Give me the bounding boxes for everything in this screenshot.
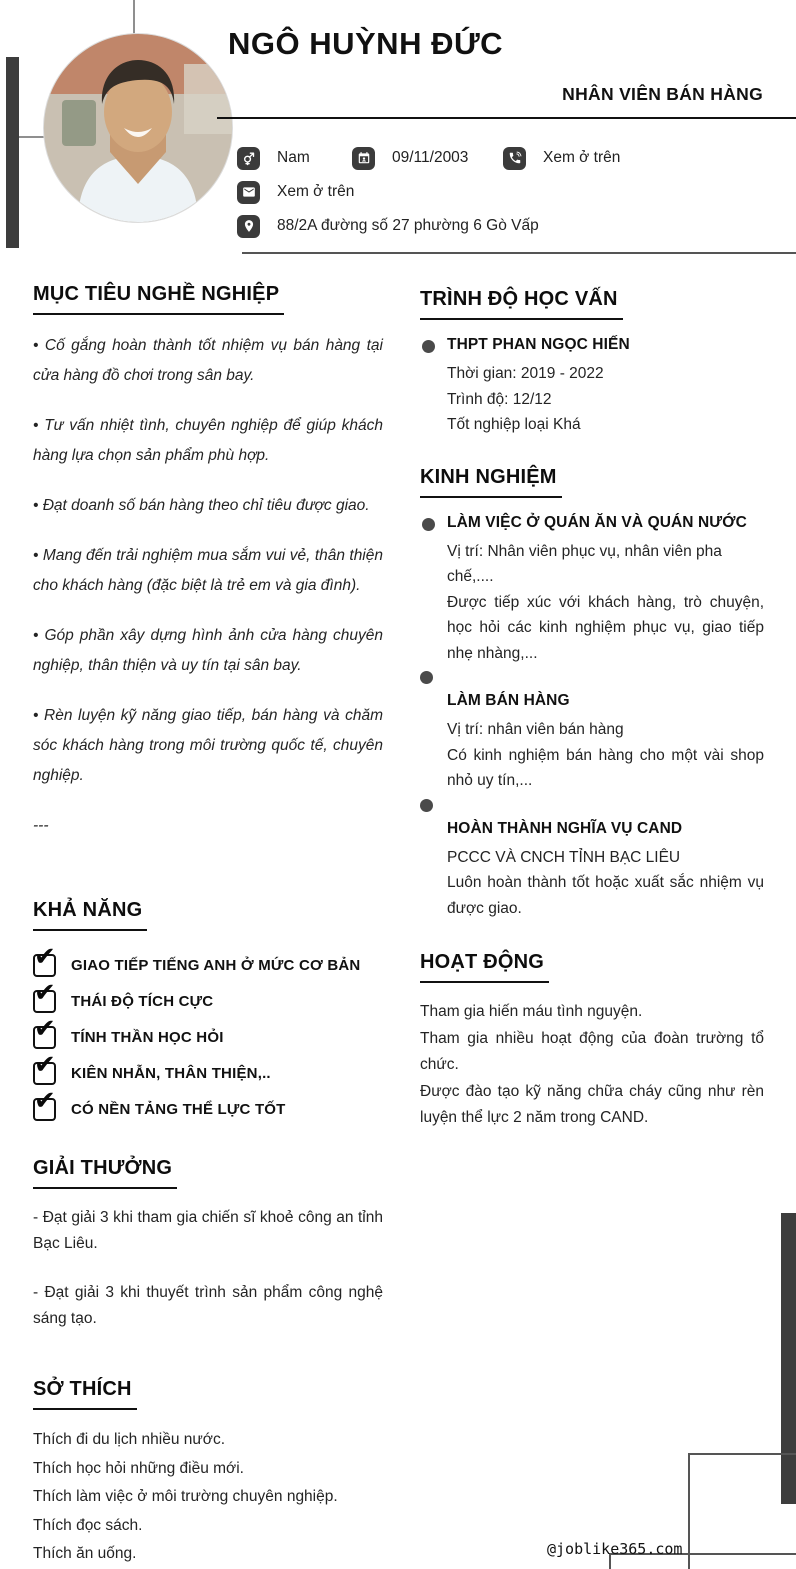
education-line: Tốt nghiệp loại Khá [447,416,581,433]
skill-label: CÓ NỀN TẢNG THỂ LỰC TỐT [71,1100,286,1118]
skill-label: THÁI ĐỘ TÍCH CỰC [71,992,214,1010]
email-value: Xem ở trên [277,183,355,200]
education-heading: TRÌNH ĐỘ HỌC VẤN [420,288,623,320]
experience-line: Vị trí: Nhân viên phục vụ, nhân viên pha chế,.... [447,542,722,585]
education-entry [420,336,764,438]
section-awards [33,1157,383,1332]
activity-line: Tham gia nhiều hoạt động của đoàn trường tổ chức. [420,1029,764,1073]
objective-item: • Cố gắng hoàn thành tốt nhiệm vụ bán hàng tại cửa hàng đồ chơi trong sân bay. [33,337,383,384]
experience-entry [420,692,764,794]
section-objective [33,283,383,841]
location-icon [237,215,260,238]
skill-label: TÍNH THẦN HỌC HỎI [71,1028,224,1046]
skill-label: KIÊN NHẪN, THÂN THIỆN,.. [71,1064,271,1082]
awards-heading: GIẢI THƯỞNG [33,1157,177,1189]
activity-line: Được đào tạo kỹ năng chữa cháy cũng như rèn luyện thể lực 2 năm trong CAND. [420,1082,764,1126]
gender-icon [237,147,260,170]
contact-address [237,214,539,238]
objective-item: • Đạt doanh số bán hàng theo chỉ tiêu được giao. [33,497,370,514]
contact-phone [503,146,620,170]
skill-label: GIAO TIẾP TIẾNG ANH Ở MỨC CƠ BẢN [71,956,361,974]
objective-heading: MỤC TIÊU NGHỀ NGHIỆP [33,283,284,315]
hobby-item: Thích làm việc ở môi trường chuyên nghiệp. [33,1488,338,1505]
header-divider [217,117,796,119]
footer-frame-line [688,1453,690,1569]
experience-title: LÀM VIỆC Ở QUÁN ĂN VÀ QUÁN NƯỚC [447,513,747,531]
gender-value: Nam [277,149,310,166]
left-connector-line [19,136,44,138]
email-icon [237,181,260,204]
checkbox-checked-icon [33,1049,56,1085]
section-skills [33,899,383,1127]
skill-item [33,941,383,983]
skill-item [33,1049,383,1091]
checkbox-checked-icon [33,977,56,1013]
skills-heading: KHẢ NĂNG [33,899,147,931]
checkbox-checked-icon [33,1085,56,1121]
checkbox-checked-icon [33,1013,56,1049]
check-mark-icon: ✔ [34,1085,56,1116]
phone-value: Xem ở trên [543,149,621,166]
education-line: Trình độ: 12/12 [447,390,552,408]
award-item: - Đạt giải 3 khi tham gia chiến sĩ khoẻ công an tỉnh Bạc Liêu. [33,1209,383,1252]
section-education [420,288,764,438]
experience-line: PCCC VÀ CNCH TỈNH BẠC LIÊU [447,848,681,866]
left-column [33,283,383,1569]
contact-divider [242,252,796,254]
right-accent-bar [781,1213,796,1504]
watermark-text: @joblike365.com [547,1540,683,1558]
experience-line: Có kinh nghiệm bán hàng cho một vài shop nhỏ uy tín,... [447,746,764,789]
objective-item: • Rèn luyện kỹ năng giao tiếp, bán hàng và chăm sóc khách hàng trong môi trường quốc tế, chuyên nghiệp. [33,707,383,784]
objective-item: --- [33,817,49,834]
activity-line: Tham gia hiến máu tình nguyện. [420,1003,643,1020]
objective-item: • Tư vấn nhiệt tình, chuyên nghiệp để giúp khách hàng lựa chọn sản phẩm phù hợp. [33,417,383,464]
section-activities [420,951,764,1132]
left-accent-bar [6,57,19,248]
experience-line: Vị trí: nhân viên bán hàng [447,721,624,738]
section-experience [420,466,764,922]
job-title: NHÂN VIÊN BÁN HÀNG [562,84,763,104]
calendar-icon [352,147,375,170]
objective-item: • Mang đến trải nghiệm mua sắm vui vẻ, thân thiện cho khách hàng (đặc biệt là trẻ em và gia đình). [33,547,383,594]
hobby-item: Thích đọc sách. [33,1516,143,1534]
right-column [420,288,764,1132]
education-line: Thời gian: 2019 - 2022 [447,365,604,382]
skill-item [33,1013,383,1055]
experience-title: LÀM BÁN HÀNG [447,692,570,709]
checkbox-checked-icon [33,941,56,977]
footer-frame-line [688,1453,796,1455]
section-hobbies [33,1378,383,1569]
experience-line: Luôn hoàn thành tốt hoặc xuất sắc nhiệm vụ được giao. [447,874,764,917]
check-mark-icon: ✔ [34,1013,56,1044]
contact-email [237,180,354,204]
address-value: 88/2A đường số 27 phường 6 Gò Vấp [277,217,539,234]
hobbies-heading: SỞ THÍCH [33,1378,137,1410]
skill-item [33,1085,383,1127]
experience-entry [420,514,764,667]
check-mark-icon: ✔ [34,1049,56,1080]
experience-heading: KINH NGHIỆM [420,466,562,498]
contact-dob [352,146,468,170]
activities-heading: HOẠT ĐỘNG [420,951,549,983]
check-mark-icon: ✔ [34,977,56,1008]
hobby-item: Thích đi du lịch nhiều nước. [33,1431,226,1448]
candidate-name: NGÔ HUỲNH ĐỨC [228,26,504,61]
school-name: THPT PHAN NGỌC HIẾN [447,336,630,353]
check-mark-icon: ✔ [34,941,56,972]
dob-value: 09/11/2003 [392,149,469,166]
profile-photo [43,33,233,223]
hobby-item: Thích ăn uống. [33,1545,137,1562]
contact-gender [237,146,310,170]
experience-entry [420,820,764,922]
experience-line: Được tiếp xúc với khách hàng, trò chuyện, học hỏi các kinh nghiệm phục vụ, giao tiếp nhẹ nhàng,... [447,593,764,662]
skill-item [33,977,383,1019]
experience-title: HOÀN THÀNH NGHĨA VỤ CAND [447,819,683,837]
phone-icon [503,147,526,170]
hobby-item: Thích học hỏi những điều mới. [33,1459,244,1477]
top-connector-line [133,0,135,34]
objective-item: • Góp phần xây dựng hình ảnh cửa hàng chuyên nghiệp, thân thiện và uy tín tại sân bay. [33,627,383,674]
award-item: - Đạt giải 3 khi thuyết trình sản phẩm công nghệ sáng tạo. [33,1284,383,1327]
